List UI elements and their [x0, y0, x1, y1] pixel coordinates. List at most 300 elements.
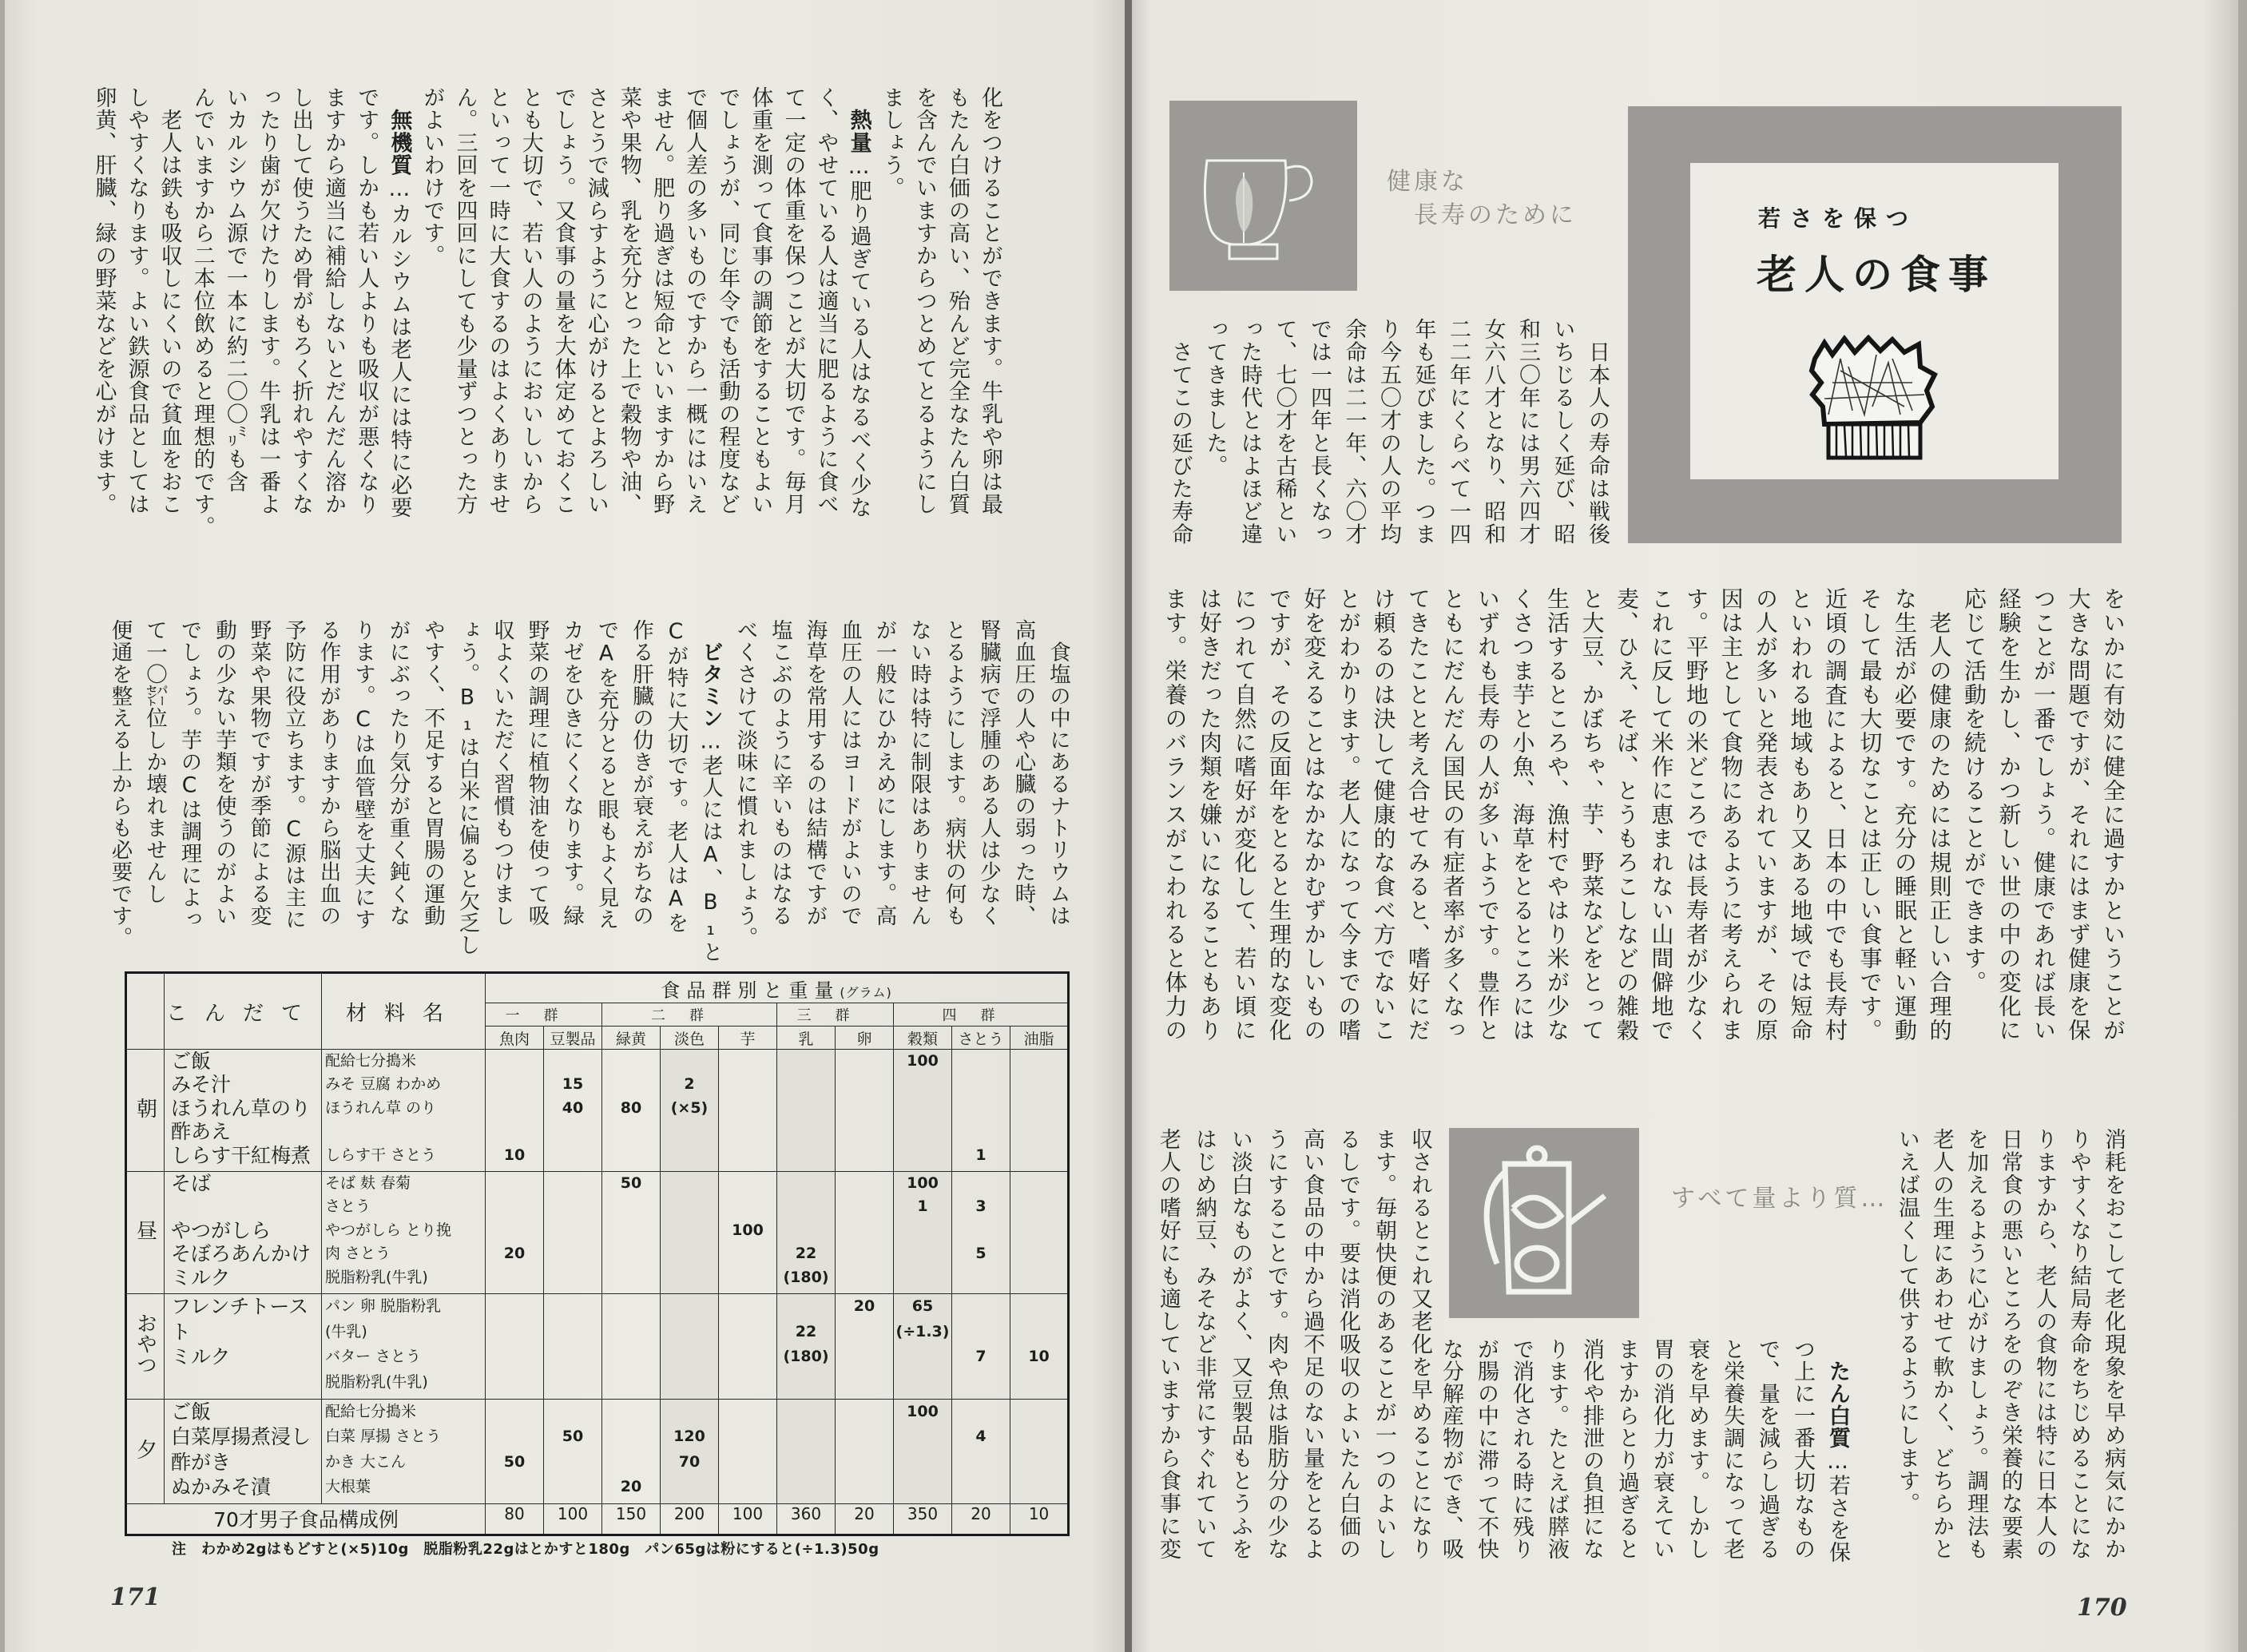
- food-column-header: 魚肉: [486, 1027, 544, 1050]
- value-cell: [602, 1172, 661, 1294]
- section2-left-text: [1150, 1128, 1438, 1575]
- paragraph-heading: 熱量: [846, 86, 871, 154]
- text-line: 野菜や果物ですが季節による変: [246, 619, 272, 927]
- text-line: 食塩の中にあるナトリウムは: [1046, 619, 1070, 927]
- text-line: が一般にひかえめにします。高: [871, 619, 897, 927]
- ingredients-cell: [322, 1400, 486, 1504]
- food-group-header: 二群: [602, 1003, 777, 1027]
- value-3: [661, 1370, 718, 1396]
- value-6: [836, 1424, 893, 1449]
- text-line: った時代とはよほど違: [1237, 318, 1262, 546]
- menu-item: 酢あえ: [171, 1120, 232, 1144]
- value-8: [952, 1050, 1010, 1073]
- text-line: 予防に役立ちます。C源は主に: [281, 619, 306, 931]
- value-8: 1: [975, 1146, 987, 1164]
- text-line: ますからとり過ぎると: [1614, 1338, 1639, 1560]
- text-line: 老人の嗜好にも適していますから食事に変: [1156, 1128, 1181, 1561]
- ingredient-item: やつがしら とり挽: [325, 1221, 452, 1239]
- text-line: 麦、ひえ、そば、とうもろこしなどの雑穀: [1614, 587, 1640, 1042]
- text-line: 無機質…カルシウムは老人には特に必要: [387, 86, 412, 519]
- value-5: [777, 1144, 835, 1167]
- value-5: [777, 1475, 835, 1499]
- text-line: 動の少ない芋類を使うのがよい: [212, 619, 236, 927]
- value-3: [661, 1475, 718, 1499]
- value-3: [661, 1120, 718, 1143]
- text-line: 収よくいただく習慣もつけまし: [490, 619, 514, 927]
- value-cell: [719, 1400, 777, 1504]
- value-0: [486, 1195, 543, 1218]
- value-5: [777, 1219, 835, 1242]
- value-8: [952, 1370, 1010, 1396]
- ingredients-header: 材料名: [322, 973, 486, 1050]
- value-cell: [836, 1294, 894, 1400]
- text-line: やすく、不足すると胃腸の運動: [420, 619, 445, 927]
- value-2: [602, 1120, 660, 1143]
- section2-right-text: [1890, 1128, 2130, 1575]
- text-line: をいかに有効に健全に過すかということが: [2100, 587, 2126, 1042]
- meal-label-text: おやつ: [133, 1312, 157, 1375]
- text-line: 胃の消化力が衰えてい: [1650, 1338, 1674, 1560]
- value-3: (×5): [670, 1098, 709, 1117]
- value-1: [544, 1172, 601, 1195]
- value-8: 5: [975, 1245, 987, 1263]
- value-7: [894, 1370, 951, 1396]
- meal-row: [126, 1172, 1069, 1294]
- value-8: [952, 1097, 1010, 1120]
- value-cell: [719, 1172, 777, 1294]
- value-9: [1010, 1219, 1067, 1242]
- text-line: てきたことと考え合せてみると、嗜好にだ: [1405, 587, 1431, 1042]
- value-8: [952, 1475, 1010, 1499]
- text-line: といわれる地域もあり又ある地域では短命: [1787, 587, 1814, 1042]
- value-8: [952, 1294, 1010, 1320]
- value-6: [836, 1097, 893, 1120]
- value-9: [1010, 1195, 1067, 1218]
- text-line: Cが特に大切です。老人はAを: [663, 619, 689, 934]
- value-3: [661, 1195, 718, 1218]
- value-0: [486, 1073, 543, 1096]
- value-8: [952, 1219, 1010, 1242]
- text-line: 高血圧の人や心臓の弱った時、: [1010, 619, 1036, 927]
- value-8: 4: [975, 1428, 987, 1446]
- value-cell: [602, 1294, 661, 1400]
- value-5: 22: [795, 1245, 817, 1263]
- page-title: 老人の食事: [1757, 252, 1996, 298]
- menu-item: ミルク: [171, 1345, 231, 1368]
- value-0: [486, 1344, 543, 1370]
- value-1: [544, 1294, 601, 1320]
- text-line: 菜や果物、乳を充分とった上で穀物や油、: [616, 86, 641, 516]
- menu-item: しらす干紅梅煮: [171, 1143, 312, 1167]
- value-2: [602, 1073, 660, 1096]
- value-3: [661, 1172, 718, 1195]
- subtitle-line2: 長寿のために: [1414, 201, 1577, 229]
- value-2: [602, 1219, 660, 1242]
- value-2: [602, 1344, 660, 1370]
- value-cell: [544, 1172, 602, 1294]
- text-line: とも大切で、若い人のようにおいしいから: [518, 86, 543, 516]
- menu-table: [125, 971, 1070, 1536]
- value-cell: [1010, 1050, 1069, 1172]
- value-4: [719, 1120, 776, 1143]
- value-7: 1: [917, 1197, 928, 1216]
- text-line: ます。栄養のバランスがこわれると体力の: [1161, 587, 1189, 1042]
- text-line: いカルシウム源で一本に約二〇〇㍉も含: [222, 86, 248, 494]
- text-line: い淡白なものがよく、又豆製品もとうふを: [1228, 1128, 1253, 1561]
- value-cell: [1010, 1400, 1069, 1504]
- value-1: 40: [562, 1098, 584, 1117]
- text-line: ります。たとえば膵液: [1544, 1338, 1569, 1560]
- text-line: たん白質…若さを保: [1825, 1338, 1850, 1563]
- food-column-header: 油脂: [1010, 1027, 1069, 1050]
- text-line: 余命は二一年、六〇才: [1341, 318, 1367, 546]
- text-line: 便通を整える上からも必要です。: [107, 619, 133, 949]
- value-0: [486, 1475, 543, 1499]
- text-line: 腎臓病で浮腫のある人は少なく: [976, 619, 1001, 927]
- meal-label-text: 朝: [133, 1097, 157, 1118]
- text-line: し出して使うため骨がもろく折れやすくな: [288, 86, 314, 516]
- grain-bundle-icon: [1808, 335, 1940, 463]
- ingredient-item: 脱脂粉乳(牛乳): [325, 1372, 428, 1391]
- value-9: [1010, 1242, 1067, 1265]
- text-line: て、七〇才を古稀とい: [1272, 318, 1297, 546]
- text-line: 大きな問題ですが、それにはまず健康を保: [2065, 587, 2092, 1042]
- page-number-left: 171: [110, 1583, 161, 1611]
- value-9: [1010, 1172, 1067, 1195]
- text-line: とるようにします。病状の何も: [941, 619, 967, 927]
- value-cell: [894, 1050, 952, 1172]
- text-line: が腸の中に滞って不快: [1474, 1338, 1499, 1560]
- value-2: [602, 1294, 660, 1320]
- value-3: 2: [684, 1075, 695, 1094]
- text-line: 収されるとこれ又老化を早めることになり: [1407, 1128, 1432, 1561]
- value-7: 100: [907, 1403, 939, 1420]
- ingredient-item: しらす干 さとう: [325, 1146, 437, 1164]
- value-3: 70: [678, 1452, 701, 1471]
- text-line: ない時は特に制限はありません: [907, 619, 931, 927]
- text-line: りやすくなり結局寿命をちじめることにな: [2066, 1128, 2091, 1561]
- value-cell: [894, 1294, 952, 1400]
- text-line: り今五〇才の人の平均: [1376, 318, 1401, 546]
- value-7: [894, 1144, 951, 1167]
- menu-cell: [165, 1050, 322, 1172]
- value-5: [777, 1450, 835, 1475]
- text-line: 応じて活動を続けることができます。: [1961, 587, 1987, 995]
- text-line: て一定の体重を保つことが大切です。毎月: [780, 86, 806, 516]
- value-4: 100: [732, 1221, 764, 1239]
- value-9: [1010, 1475, 1067, 1499]
- menu-cell: [165, 1172, 322, 1294]
- text-line: 日本人の寿命は戦後: [1585, 318, 1610, 546]
- value-5: [777, 1195, 835, 1218]
- value-7: (÷1.3): [895, 1322, 950, 1340]
- text-line: 熱量…肥り過ぎている人はなるべく少な: [846, 86, 871, 519]
- intro-text: [1162, 318, 1614, 558]
- text-line: 野菜の調理に植物油を使って吸: [524, 619, 550, 927]
- value-2: [602, 1144, 660, 1167]
- text-line: うにすることです。肉や魚は脂肪分の少な: [1264, 1128, 1288, 1561]
- value-1: 15: [562, 1075, 584, 1094]
- left-lower-text: [102, 619, 1075, 963]
- text-line: 体重を測って食事の調節をすることもよい: [748, 86, 773, 516]
- menu-item: ぬかみそ漬: [171, 1475, 272, 1499]
- value-cell: [1010, 1172, 1069, 1294]
- value-5: (180): [783, 1268, 829, 1286]
- total-value: 80: [486, 1504, 544, 1535]
- food-column-header: 芋: [719, 1027, 777, 1050]
- ingredients-cell: [322, 1172, 486, 1294]
- value-3: [661, 1242, 718, 1265]
- value-cell: [486, 1400, 544, 1504]
- text-line: つ上に一番大切なもの: [1790, 1338, 1815, 1560]
- value-9: [1010, 1400, 1067, 1424]
- value-cell: [836, 1400, 894, 1504]
- value-0: [486, 1400, 543, 1424]
- total-value: 360: [777, 1504, 836, 1535]
- value-7: 65: [911, 1297, 934, 1315]
- food-group-header: 三群: [777, 1003, 894, 1027]
- value-cell: [777, 1294, 836, 1400]
- text-line: ん。三回を四回にしても少量ずつとった方: [452, 86, 478, 516]
- text-line: 消化や排泄の負担にな: [1579, 1338, 1604, 1560]
- text-line: 因は主として食物にあるように考えられま: [1717, 587, 1745, 1042]
- value-5: [777, 1400, 835, 1424]
- value-5: [777, 1172, 835, 1195]
- text-line: ますから適当に補給しないとだんだん溶か: [321, 86, 347, 516]
- total-value: 150: [602, 1504, 661, 1535]
- value-4: [719, 1450, 776, 1475]
- text-line: ります。Cは血管壁を丈夫にす: [351, 619, 375, 931]
- text-line: 日常食の悪いところをのぞき栄養的な要素: [1998, 1128, 2023, 1561]
- food-groups-title-text: 食品群別と重量: [661, 979, 840, 1002]
- value-9: [1010, 1050, 1067, 1073]
- value-0: [486, 1266, 543, 1289]
- text-line: で消化される時に残り: [1509, 1338, 1534, 1560]
- value-5: [777, 1120, 835, 1143]
- menu-item: ト: [171, 1320, 192, 1344]
- text-line: で、量を減らし過ぎる: [1755, 1338, 1780, 1560]
- value-5: [777, 1073, 835, 1096]
- value-1: [544, 1450, 601, 1475]
- value-3: [661, 1344, 718, 1370]
- value-6: [836, 1450, 893, 1475]
- value-9: [1010, 1320, 1067, 1345]
- ingredient-item: かき 大こん: [325, 1452, 407, 1471]
- value-4: [719, 1400, 776, 1424]
- menu-item: やつがしら: [171, 1218, 272, 1242]
- text-line: 近頃の調査によると、日本の中でも長寿村: [1822, 587, 1848, 1042]
- value-7: [894, 1475, 951, 1499]
- value-2: 50: [620, 1174, 642, 1192]
- value-cell: [544, 1050, 602, 1172]
- ingredient-item: 肉 さとう: [325, 1245, 391, 1263]
- value-cell: [836, 1050, 894, 1172]
- text-line: 卵黄、肝臓、緑の野菜などを心がけます。: [91, 86, 117, 516]
- ingredient-item: [322, 1120, 485, 1143]
- value-cell: [1010, 1294, 1069, 1400]
- value-0: [486, 1050, 543, 1073]
- text-line: りますから、老人の食物には特に日本人の: [2032, 1128, 2057, 1561]
- menu-item: ほうれん草のり: [171, 1096, 312, 1120]
- value-4: [719, 1475, 776, 1499]
- text-line: でしょう。又食事の量を大体定めておくこ: [550, 86, 576, 516]
- food-group-header: 一群: [486, 1003, 602, 1027]
- text-line: では一四年と長くなっ: [1307, 318, 1332, 546]
- menu-item: ご飯: [171, 1400, 212, 1424]
- total-value: 100: [544, 1504, 602, 1535]
- value-cell: [661, 1050, 719, 1172]
- text-line: と大豆、かぼちゃ、芋、野菜などをとって: [1578, 587, 1606, 1042]
- teapot-icon: [1449, 1128, 1639, 1318]
- value-8: [952, 1450, 1010, 1475]
- value-2: [602, 1400, 660, 1424]
- text-line: ともにだんだん国民の有症者率が多くなっ: [1439, 587, 1467, 1042]
- text-line: ですが、その反面年をとると生理的な変化: [1266, 587, 1292, 1042]
- text-line: 消耗をおこして老化現象を早め病気にかか: [2101, 1128, 2126, 1561]
- text-line: 化をつけることができます。牛乳や卵は最: [978, 86, 1002, 516]
- value-4: [719, 1172, 776, 1195]
- value-cell: [952, 1294, 1010, 1400]
- total-value: 200: [661, 1504, 719, 1535]
- meal-label: [126, 1050, 165, 1172]
- value-7: [894, 1120, 951, 1143]
- value-7: 100: [907, 1052, 939, 1070]
- main-text: [1157, 587, 2130, 1054]
- text-line: もたん白価の高い、殆んど完全なたん白質: [944, 86, 970, 516]
- value-5: [777, 1294, 835, 1320]
- text-line: はじめ納豆、みそなど非常にすぐれていて: [1192, 1128, 1217, 1561]
- value-4: [719, 1195, 776, 1218]
- text-line: ましょう。: [879, 86, 904, 200]
- value-4: [719, 1320, 776, 1345]
- text-line: を加えるように心がけましょう。調理法も: [1963, 1128, 1988, 1561]
- value-0: [486, 1424, 543, 1449]
- left-upper-text: [86, 86, 1006, 550]
- text-line: といって一時に大食するのはよくありませ: [485, 86, 510, 516]
- text-line: 好を変えることはなかなかむずかしいもの: [1300, 587, 1328, 1042]
- value-1: [544, 1266, 601, 1289]
- ingredients-cell: [322, 1050, 486, 1172]
- value-4: [719, 1050, 776, 1073]
- ingredient-item: 大根葉: [325, 1477, 371, 1495]
- value-5: 22: [795, 1322, 817, 1340]
- teapot-illustration: [1449, 1128, 1639, 1318]
- total-value: 350: [894, 1504, 952, 1535]
- text-line: べくさけて淡味に慣れましょう。: [732, 619, 758, 949]
- text-line: でしょうが、同じ年令でも活動の程度など: [715, 86, 740, 516]
- text-line: を含んでいますからつとめてとるようにし: [911, 86, 937, 516]
- value-4: [719, 1144, 776, 1167]
- value-cell: [544, 1294, 602, 1400]
- text-line: で個人差の多いものですから一概にはいえ: [682, 86, 708, 516]
- book-gutter: [1125, 0, 1132, 1652]
- value-6: [836, 1073, 893, 1096]
- text-line: の人が多いと発表されていますが、その原: [1753, 587, 1779, 1042]
- value-cell: [544, 1400, 602, 1504]
- section2-heading: すべて量より質…: [1671, 1185, 1888, 1213]
- value-0: 10: [503, 1146, 526, 1164]
- value-6: [836, 1400, 893, 1424]
- value-7: [894, 1242, 951, 1265]
- ingredient-item: さとう: [325, 1197, 371, 1216]
- value-4: [719, 1097, 776, 1120]
- menu-item: ミルク: [171, 1265, 231, 1289]
- text-line: るしです。要は消化吸収のよいたん白価の: [1336, 1128, 1360, 1561]
- value-1: [544, 1144, 601, 1167]
- value-6: [836, 1144, 893, 1167]
- value-2: [602, 1242, 660, 1265]
- value-4: [719, 1266, 776, 1289]
- value-7: [894, 1073, 951, 1096]
- cup-with-wheat-icon: [1169, 101, 1357, 291]
- total-label: 70才男子食品構成例: [126, 1504, 486, 1535]
- value-3: [661, 1050, 718, 1073]
- value-4: [719, 1294, 776, 1320]
- menu-item: 酢がき: [171, 1450, 232, 1474]
- value-7: [894, 1097, 951, 1120]
- text-line: つことが一番でしょう。健康であれば長い: [2031, 587, 2057, 1042]
- food-column-header: 穀類: [894, 1027, 952, 1050]
- value-3: [661, 1400, 718, 1424]
- value-9: 10: [1028, 1348, 1050, 1365]
- value-8: 3: [975, 1197, 987, 1216]
- value-cell: [777, 1400, 836, 1504]
- value-cell: [486, 1172, 544, 1294]
- text-line: 年も延びました。つま: [1411, 318, 1436, 546]
- value-cell: [894, 1400, 952, 1504]
- value-0: [486, 1320, 543, 1345]
- ingredient-item: パン 卵 脱脂粉乳: [325, 1297, 442, 1315]
- value-1: [544, 1344, 601, 1370]
- text-line: いちじるしく延び、昭: [1550, 318, 1575, 546]
- value-4: [719, 1242, 776, 1265]
- meal-label: [126, 1294, 165, 1400]
- value-2: 20: [620, 1477, 642, 1495]
- cup-illustration: [1169, 101, 1357, 291]
- value-3: 120: [673, 1428, 705, 1446]
- meal-label: [126, 1400, 165, 1504]
- value-6: [836, 1320, 893, 1345]
- text-line: これに反して米作に恵まれない山間僻地で: [1648, 587, 1675, 1042]
- value-9: [1010, 1073, 1067, 1096]
- value-0: [486, 1172, 543, 1195]
- value-cell: [602, 1050, 661, 1172]
- total-value: 100: [719, 1504, 777, 1535]
- text-line: 衰を早めます。しかし: [1685, 1338, 1709, 1560]
- value-9: [1010, 1424, 1067, 1449]
- meal-row: [126, 1050, 1069, 1172]
- food-groups-unit: (グラム): [840, 984, 892, 1000]
- meal-header-blank: [126, 973, 165, 1050]
- text-line: でAを充分とると眼もよく見え: [594, 619, 619, 931]
- value-7: [894, 1266, 951, 1289]
- menu-item: そば: [171, 1172, 212, 1195]
- value-4: [719, 1424, 776, 1449]
- text-line: がよいわけです。: [419, 86, 445, 268]
- text-line: ょう。B₁は白米に偏ると欠乏し: [455, 619, 480, 956]
- value-1: [544, 1400, 601, 1424]
- value-0: [486, 1294, 543, 1320]
- value-4: [719, 1344, 776, 1370]
- value-cell: [777, 1050, 836, 1172]
- value-3: [661, 1144, 718, 1167]
- text-line: でしょう。芋のCは調理によっ: [177, 619, 202, 931]
- value-cell: [952, 1050, 1010, 1172]
- value-9: [1010, 1294, 1067, 1320]
- text-line: 女六八才となり、昭和: [1480, 318, 1506, 546]
- text-line: 生活するところや、漁村でやはり米が少な: [1544, 587, 1570, 1042]
- text-line: 高い食品の中から過不足のない量をとるよ: [1300, 1128, 1324, 1561]
